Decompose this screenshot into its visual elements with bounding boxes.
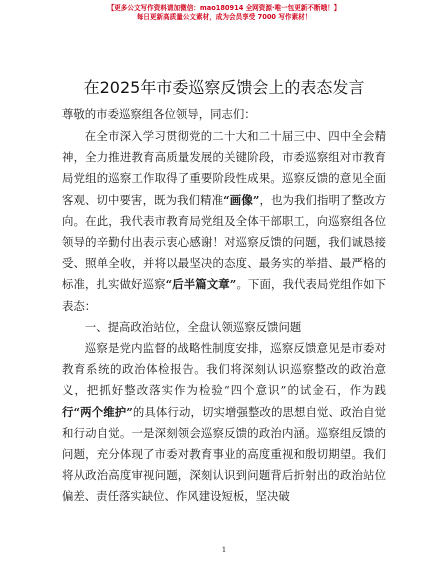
paragraph-text: 。下面，我代表局党组作如下表态：: [62, 277, 386, 313]
document-body: [62, 126, 386, 508]
salutation: 尊敬的市委巡察组各位领导，同志们：: [62, 107, 256, 121]
bold-phrase-two-safeguards: 行“两个维护”: [62, 404, 133, 419]
paragraph-text: 巡察是党内监督的战略性制度安排，巡察反馈意见是市委对教育系统的政治体检报告。我们将深刻认识巡察整改的政治意义，把抓好整改落实作为检验“四个意识”的试金石，作为践: [62, 341, 386, 398]
section-heading-1: 一、提高政治站位，全盘认领巡察反馈问题: [84, 319, 302, 334]
page-number: 1: [221, 545, 227, 554]
document-title: 在2025年市委巡察反馈会上的表态发言: [83, 78, 365, 97]
promo-banner: [0, 4, 448, 22]
paragraph-text: 在全市深入学习贯彻党的二十大和二十届三中、四中全会精神，全力推进教育高质量发展的关键阶段，市委巡察组对市教育局党组的巡察工作取得了重要阶段性成果。巡察反馈的意见全面客观、切中要害，既为我们精准: [62, 129, 386, 207]
paragraph-section-1: [62, 338, 386, 508]
bold-phrase-portrait: “画像”: [223, 192, 260, 207]
bold-phrase-second-half: “后半篇文章”: [165, 277, 237, 292]
promo-banner-line-1: 【更多公文写作资料请加微信：mao180914 全网资源·唯一包更新不断哦！】: [107, 4, 341, 12]
paragraph-text: ，也为我们指明了整改方向。在此，我代表市教育局党组及全体干部职工，向巡察组各位领导的辛勤付出表示衷心感谢！对巡察反馈的问题，我们诚恳接受、照单全收，并将以最坚决的态度、最务实的举措、最严格的标准，扎实做好巡察: [62, 192, 386, 292]
promo-banner-line-2: 每日更新高质量公文素材，成为会员享受 7000 写作素材！: [136, 13, 312, 21]
paragraph-intro: [62, 126, 386, 317]
paragraph-text: 的具体行动，切实增强整改的思想自觉、政治自觉和行动自觉。一是深刻领会巡察反馈的政治内涵。巡察组反馈的问题，充分体现了市委对教育事业的高度重视和殷切期望。我们将从政治高度审视问题，深刻认识到问题背后折射出的政治站位偏差、责任落实缺位、作风建设短板，坚决破: [62, 404, 386, 504]
